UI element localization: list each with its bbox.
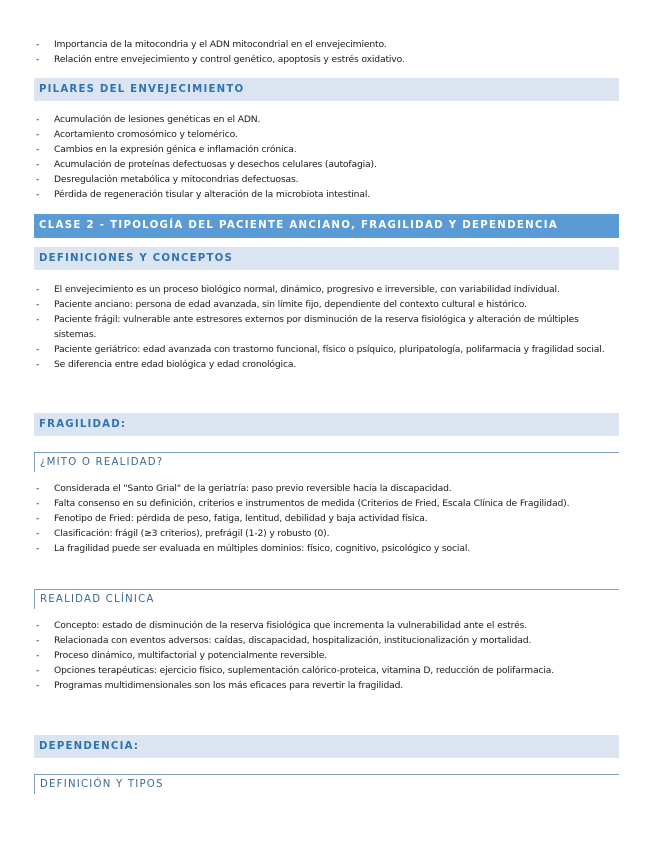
list-item: - La fragilidad puede ser evaluada en múltiples dominios: físico, cognitivo, psicológico y social. bbox=[34, 541, 619, 556]
top-list bbox=[34, 37, 619, 67]
list-item: - Paciente frágil: vulnerable ante estresores externos por disminución de la reserva fisiológica y alteración de múltiples sistemas. bbox=[34, 312, 619, 342]
definicion-tipos-heading: DEFINICIÓN Y TIPOS bbox=[34, 774, 619, 794]
pilares-heading: PILARES DEL ENVEJECIMIENTO bbox=[34, 78, 619, 101]
list-item: - Desregulación metabólica y mitocondrias defectuosas. bbox=[34, 172, 619, 187]
clase2-heading: CLASE 2 - TIPOLOGÍA DEL PACIENTE ANCIANO, FRAGILIDAD Y DEPENDENCIA bbox=[34, 214, 619, 238]
list-item: - Pérdida de regeneración tisular y alteración de la microbiota intestinal. bbox=[34, 187, 619, 202]
list-item: - Cambios en la expresión génica e inflamación crónica. bbox=[34, 142, 619, 157]
list-item: - Concepto: estado de disminución de la reserva fisiológica que incrementa la vulnerabilidad ante el estrés. bbox=[34, 618, 619, 633]
list-item: - Proceso dinámico, multifactorial y potencialmente reversible. bbox=[34, 648, 619, 663]
list-item: - El envejecimiento es un proceso biológico normal, dinámico, progresivo e irreversible, con variabilidad individual. bbox=[34, 282, 619, 297]
realidad-heading: REALIDAD CLÍNICA bbox=[34, 589, 619, 609]
list-item: - Importancia de la mitocondria y el ADN mitocondrial en el envejecimiento. bbox=[34, 37, 619, 52]
list-item: - Opciones terapéuticas: ejercicio físico, suplementación calórico-proteica, vitamina D, reducción de polifarmacia. bbox=[34, 663, 619, 678]
list-item: - Acortamiento cromosómico y telomérico. bbox=[34, 127, 619, 142]
list-item: - Relación entre envejecimiento y control genético, apoptosis y estrés oxidativo. bbox=[34, 52, 619, 67]
list-item: - Paciente anciano: persona de edad avanzada, sin límite fijo, dependiente del contexto cultural e histórico. bbox=[34, 297, 619, 312]
list-item: - Programas multidimensionales son los más eficaces para revertir la fragilidad. bbox=[34, 678, 619, 693]
list-item: - Falta consenso en su definición, criterios e instrumentos de medida (Criterios de Fried, Escala Clínica de Fragilidad). bbox=[34, 496, 619, 511]
realidad-list bbox=[34, 618, 619, 693]
fragilidad-heading: FRAGILIDAD: bbox=[34, 413, 619, 436]
list-item: - Se diferencia entre edad biológica y edad cronológica. bbox=[34, 357, 619, 372]
dependencia-heading: DEPENDENCIA: bbox=[34, 735, 619, 758]
list-item: - Paciente geriátrico: edad avanzada con trastorno funcional, físico o psíquico, pluripatología, polifarmacia y fragilidad social. bbox=[34, 342, 619, 357]
list-item: - Acumulación de lesiones genéticas en el ADN. bbox=[34, 112, 619, 127]
list-item: - Fenotipo de Fried: pérdida de peso, fatiga, lentitud, debilidad y baja actividad física. bbox=[34, 511, 619, 526]
list-item: - Relacionada con eventos adversos: caídas, discapacidad, hospitalización, institucionalización y mortalidad. bbox=[34, 633, 619, 648]
list-item: - Clasificación: frágil (≥3 criterios), prefrágil (1-2) y robusto (0). bbox=[34, 526, 619, 541]
list-item: - Considerada el "Santo Grial" de la geriatría: paso previo reversible hacia la discapacidad. bbox=[34, 481, 619, 496]
list-item: - Acumulación de proteínas defectuosas y desechos celulares (autofagia). bbox=[34, 157, 619, 172]
mito-heading: ¿MITO O REALIDAD? bbox=[34, 452, 619, 472]
definiciones-list bbox=[34, 282, 619, 372]
mito-list bbox=[34, 481, 619, 556]
pilares-list bbox=[34, 112, 619, 202]
definiciones-heading: DEFINICIONES Y CONCEPTOS bbox=[34, 247, 619, 270]
